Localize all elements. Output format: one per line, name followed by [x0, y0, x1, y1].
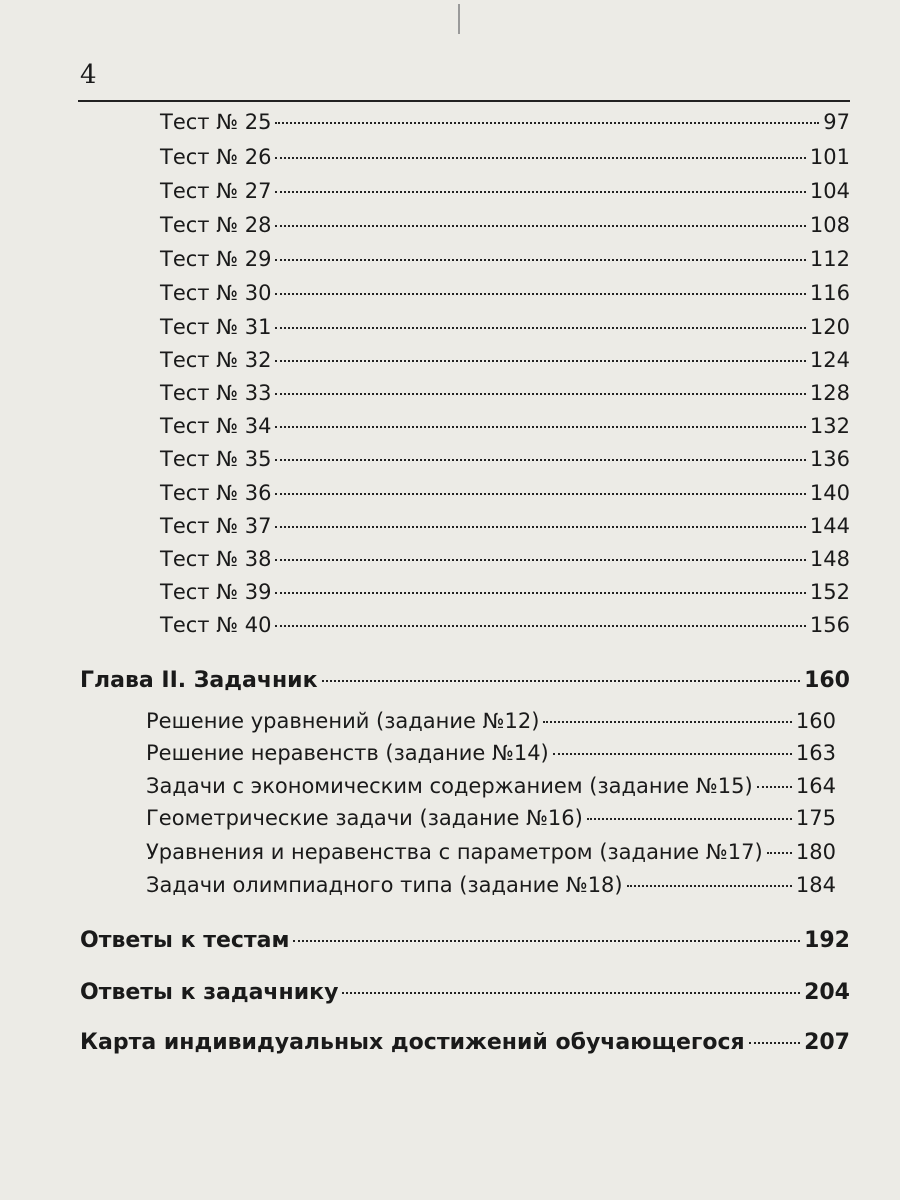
section-title: Карта индивидуальных достижений обучающегося — [80, 1030, 745, 1055]
section-page: 204 — [804, 980, 850, 1005]
toc-entry-test-40[interactable] — [160, 613, 850, 637]
toc-entry-task-12[interactable] — [146, 709, 836, 733]
toc-entry-title: Тест № 32 — [160, 348, 272, 372]
toc-entry-title: Тест № 30 — [160, 281, 272, 305]
toc-achievement-map[interactable] — [80, 1030, 850, 1055]
leader-dots — [275, 225, 805, 227]
toc-entry-page: 175 — [795, 806, 836, 830]
leader-dots — [543, 721, 792, 723]
toc-entry-task-18[interactable] — [146, 873, 836, 897]
leader-dots — [322, 680, 801, 682]
toc-entry-page: 180 — [795, 840, 836, 864]
toc-entry-title: Тест № 34 — [160, 414, 272, 438]
toc-entry-test-39[interactable] — [160, 580, 850, 604]
toc-entry-title: Тест № 26 — [160, 145, 272, 169]
page-number: 4 — [80, 60, 97, 90]
toc-entry-test-29[interactable] — [160, 247, 850, 271]
chapter-title: Глава II. Задачник — [80, 668, 318, 693]
toc-entry-title: Тест № 28 — [160, 213, 272, 237]
leader-dots — [275, 122, 819, 124]
leader-dots — [275, 493, 805, 495]
leader-dots — [749, 1042, 800, 1044]
toc-entry-page: 128 — [809, 381, 850, 405]
toc-entry-page: 140 — [809, 481, 850, 505]
section-page: 192 — [804, 928, 850, 953]
toc-entry-page: 164 — [795, 774, 836, 798]
section-title: Ответы к тестам — [80, 928, 290, 953]
toc-entry-title: Тест № 38 — [160, 547, 272, 571]
toc-answers-tasks[interactable] — [80, 980, 850, 1005]
toc-entry-page: 152 — [809, 580, 850, 604]
toc-entry-title: Тест № 27 — [160, 179, 272, 203]
leader-dots — [553, 753, 792, 755]
leader-dots — [627, 885, 792, 887]
toc-entry-title: Тест № 35 — [160, 447, 272, 471]
toc-entry-page: 104 — [809, 179, 850, 203]
toc-entry-title: Задачи с экономическим содержанием (задание №15) — [146, 774, 753, 798]
toc-entry-title: Тест № 36 — [160, 481, 272, 505]
toc-entry-title: Тест № 25 — [160, 110, 272, 134]
toc-entry-page: 101 — [809, 145, 850, 169]
toc-entry-title: Уравнения и неравенства с параметром (задание №17) — [146, 840, 763, 864]
toc-entry-page: 160 — [795, 709, 836, 733]
toc-entry-page: 112 — [809, 247, 850, 271]
toc-entry-page: 120 — [809, 315, 850, 339]
toc-entry-task-17[interactable] — [146, 840, 836, 864]
toc-entry-page: 184 — [795, 873, 836, 897]
toc-entry-title: Тест № 40 — [160, 613, 272, 637]
leader-dots — [342, 992, 800, 994]
toc-entry-test-36[interactable] — [160, 481, 850, 505]
toc-entry-title: Тест № 33 — [160, 381, 272, 405]
toc-entry-title: Тест № 29 — [160, 247, 272, 271]
toc-entry-title: Геометрические задачи (задание №16) — [146, 806, 583, 830]
toc-entry-page: 116 — [809, 281, 850, 305]
toc-entry-title: Решение неравенств (задание №14) — [146, 741, 549, 765]
toc-entry-page: 97 — [823, 110, 850, 134]
toc-entry-test-38[interactable] — [160, 547, 850, 571]
toc-chapter-2[interactable] — [80, 668, 850, 693]
toc-entry-test-34[interactable] — [160, 414, 850, 438]
toc-entry-test-33[interactable] — [160, 381, 850, 405]
fold-mark — [458, 4, 460, 34]
toc-entry-page: 108 — [809, 213, 850, 237]
toc-entry-test-26[interactable] — [160, 145, 850, 169]
leader-dots — [275, 259, 805, 261]
leader-dots — [275, 559, 805, 561]
leader-dots — [275, 157, 805, 159]
leader-dots — [275, 393, 805, 395]
leader-dots — [767, 852, 792, 854]
toc-entry-page: 144 — [809, 514, 850, 538]
toc-entry-page: 148 — [809, 547, 850, 571]
toc-entry-test-32[interactable] — [160, 348, 850, 372]
section-page: 207 — [804, 1030, 850, 1055]
toc-entry-test-27[interactable] — [160, 179, 850, 203]
toc-entry-test-31[interactable] — [160, 315, 850, 339]
toc-entry-page: 156 — [809, 613, 850, 637]
toc-entry-task-15[interactable] — [146, 774, 836, 798]
leader-dots — [275, 327, 805, 329]
leader-dots — [275, 191, 805, 193]
top-rule — [78, 100, 850, 102]
leader-dots — [275, 426, 805, 428]
toc-entry-test-30[interactable] — [160, 281, 850, 305]
toc-entry-task-14[interactable] — [146, 741, 836, 765]
toc-entry-page: 124 — [809, 348, 850, 372]
leader-dots — [275, 526, 805, 528]
toc-entry-title: Тест № 31 — [160, 315, 272, 339]
leader-dots — [275, 592, 805, 594]
toc-entry-test-37[interactable] — [160, 514, 850, 538]
toc-entry-title: Задачи олимпиадного типа (задание №18) — [146, 873, 623, 897]
leader-dots — [757, 786, 792, 788]
toc-answers-tests[interactable] — [80, 928, 850, 953]
toc-entry-title: Решение уравнений (задание №12) — [146, 709, 540, 733]
toc-entry-title: Тест № 37 — [160, 514, 272, 538]
toc-entry-task-16[interactable] — [146, 806, 836, 830]
leader-dots — [275, 360, 805, 362]
toc-entry-page: 132 — [809, 414, 850, 438]
leader-dots — [275, 625, 805, 627]
toc-entry-page: 136 — [809, 447, 850, 471]
toc-entry-title: Тест № 39 — [160, 580, 272, 604]
toc-entry-page: 163 — [795, 741, 836, 765]
leader-dots — [275, 293, 805, 295]
leader-dots — [293, 940, 800, 942]
chapter-page: 160 — [804, 668, 850, 693]
toc-entry-test-28[interactable] — [160, 213, 850, 237]
leader-dots — [275, 459, 805, 461]
toc-entry-test-35[interactable] — [160, 447, 850, 471]
section-title: Ответы к задачнику — [80, 980, 339, 1005]
leader-dots — [587, 818, 792, 820]
toc-entry-test-25[interactable] — [160, 110, 850, 134]
